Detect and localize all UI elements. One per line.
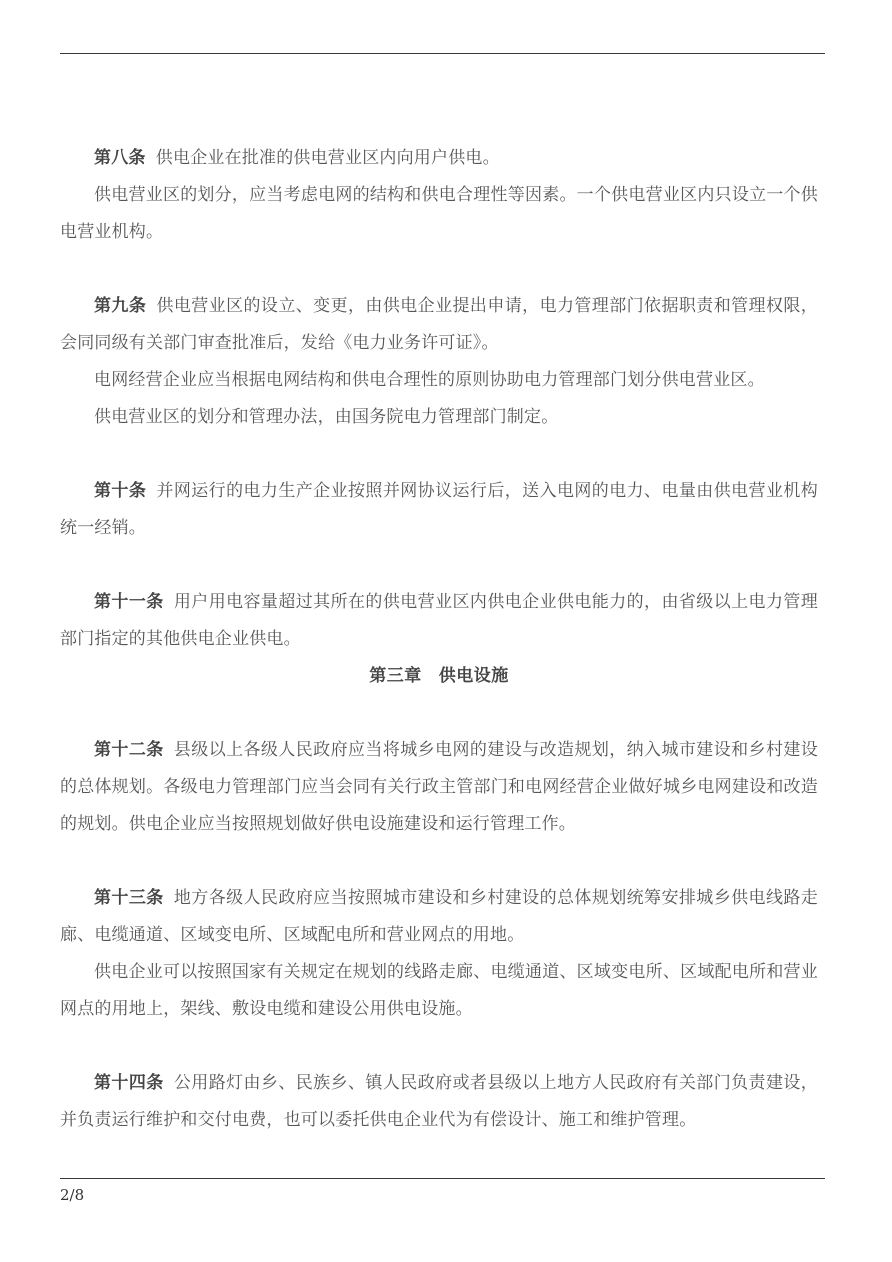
article-text: 地方各级人民政府应当按照城市建设和乡村建设的总体规划统筹安排城乡供电线路走廊、电缆通道、区域变电所、区域配电所和营业网点的用地。 — [60, 888, 818, 945]
page-number: 2/8 — [60, 1186, 85, 1204]
article-paragraph: 电网经营企业应当根据电网结构和供电合理性的原则协助电力管理部门划分供电营业区。 — [94, 370, 765, 390]
article-8 — [60, 140, 818, 251]
article-10 — [60, 473, 818, 547]
article-label: 第九条 — [94, 296, 147, 316]
article-text: 用户用电容量超过其所在的供电营业区内供电企业供电能力的，由省级以上电力管理部门指定的其他供电企业供电。 — [60, 592, 818, 649]
article-paragraph — [60, 1065, 818, 1139]
article-paragraph — [60, 473, 818, 547]
article-11 — [60, 584, 818, 658]
article-paragraph — [60, 584, 818, 658]
chapter-heading — [60, 658, 818, 695]
article-label: 第十一条 — [94, 592, 164, 612]
article-paragraph: 供电企业可以按照国家有关规定在规划的线路走廊、电缆通道、区域变电所、区域配电所和营业网点的用地上，架线、敷设电缆和建设公用供电设施。 — [60, 962, 818, 1019]
article-label: 第八条 — [94, 148, 146, 168]
article-14 — [60, 1065, 818, 1139]
article-paragraph — [60, 880, 818, 954]
article-text: 供电企业在批准的供电营业区内向用户供电。 — [155, 148, 500, 168]
article-paragraph — [60, 140, 818, 177]
footer-rule — [60, 1178, 825, 1179]
article-text: 供电营业区的设立、变更，由供电企业提出申请，电力管理部门依据职责和管理权限，会同同级有关部门审查批准后，发给《电力业务许可证》。 — [60, 296, 818, 353]
article-13 — [60, 880, 818, 1028]
article-9 — [60, 288, 818, 436]
header-rule — [60, 53, 825, 54]
article-paragraph: 供电营业区的划分，应当考虑电网的结构和供电合理性等因素。一个供电营业区内只设立一个供电营业机构。 — [60, 185, 818, 242]
article-paragraph — [60, 732, 818, 843]
article-paragraph: 供电营业区的划分和管理办法，由国务院电力管理部门制定。 — [94, 407, 559, 427]
chapter-number: 第三章 — [369, 666, 422, 686]
article-12 — [60, 732, 818, 843]
article-label: 第十二条 — [94, 740, 164, 760]
article-text: 公用路灯由乡、民族乡、镇人民政府或者县级以上地方人民政府有关部门负责建设，并负责运行维护和交付电费，也可以委托供电企业代为有偿设计、施工和维护管理。 — [60, 1073, 818, 1130]
chapter-title: 供电设施 — [438, 666, 509, 686]
article-label: 第十三条 — [94, 888, 164, 908]
document-body — [60, 140, 818, 1139]
article-label: 第十条 — [94, 481, 147, 501]
article-text: 并网运行的电力生产企业按照并网协议运行后，送入电网的电力、电量由供电营业机构统一经销。 — [60, 481, 818, 538]
article-text: 县级以上各级人民政府应当将城乡电网的建设与改造规划，纳入城市建设和乡村建设的总体规划。各级电力管理部门应当会同有关行政主管部门和电网经营企业做好城乡电网建设和改造的规划。供电企业应当按照规划做好供电设施建设和运行管理工作。 — [60, 740, 818, 834]
article-paragraph — [60, 288, 818, 362]
article-label: 第十四条 — [94, 1073, 164, 1093]
